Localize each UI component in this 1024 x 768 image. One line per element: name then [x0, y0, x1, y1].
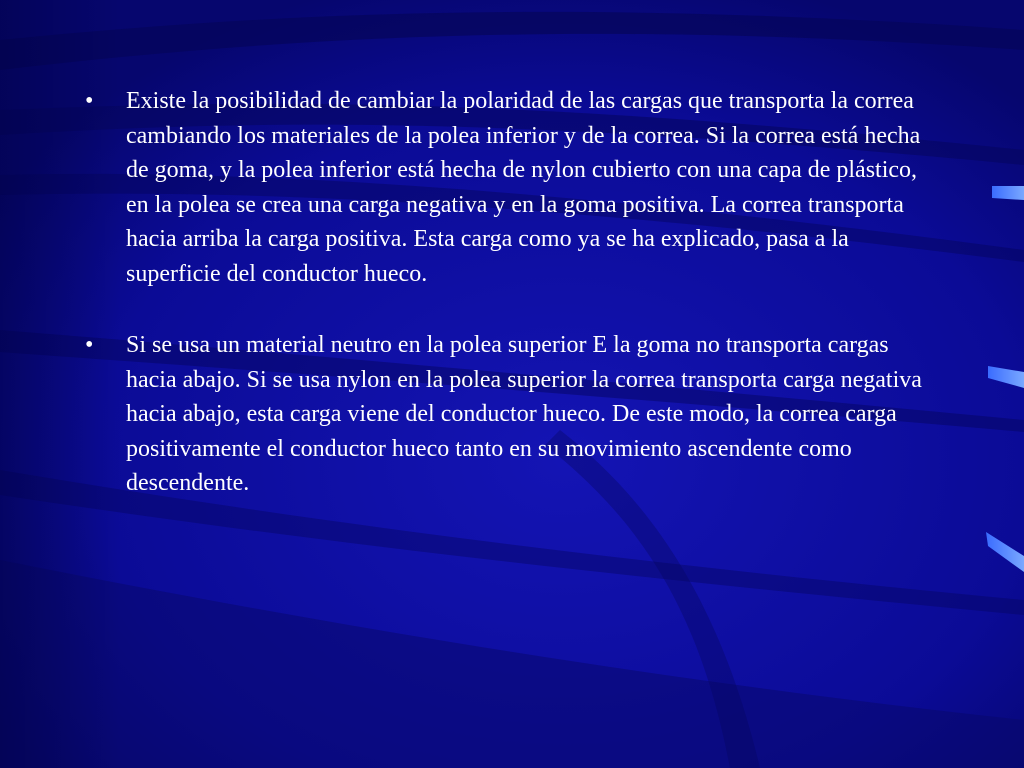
bullet-item-1 [82, 84, 942, 291]
bullet-marker: • [85, 332, 94, 358]
bullet-list [82, 84, 942, 538]
bullet-item-2 [82, 328, 942, 501]
bullet-marker: • [85, 88, 94, 114]
bullet-text: Existe la posibilidad de cambiar la polaridad de las cargas que transporta la correa cambiando los materiales de la polea inferior y de la correa. Si la correa está hecha de goma, y la polea inferior está hecha de nylon cubierto con una capa de plástico, en la polea se crea una carga negativa y en la goma positiva. La correa transporta hacia arriba la carga positiva. Esta carga como ya se ha explicado, pasa a la superficie del conductor hueco. [126, 88, 921, 287]
edge-dash-1 [992, 186, 1024, 200]
bullet-text: Si se usa un material neutro en la polea superior E la goma no transporta cargas hacia abajo. Si se usa nylon en la polea superior la correa transporta carga negativa hacia abajo, esta carga viene del conductor hueco. De este modo, la correa carga positivamente el conductor hueco tanto en su movimiento ascendente como descendente. [126, 332, 922, 496]
